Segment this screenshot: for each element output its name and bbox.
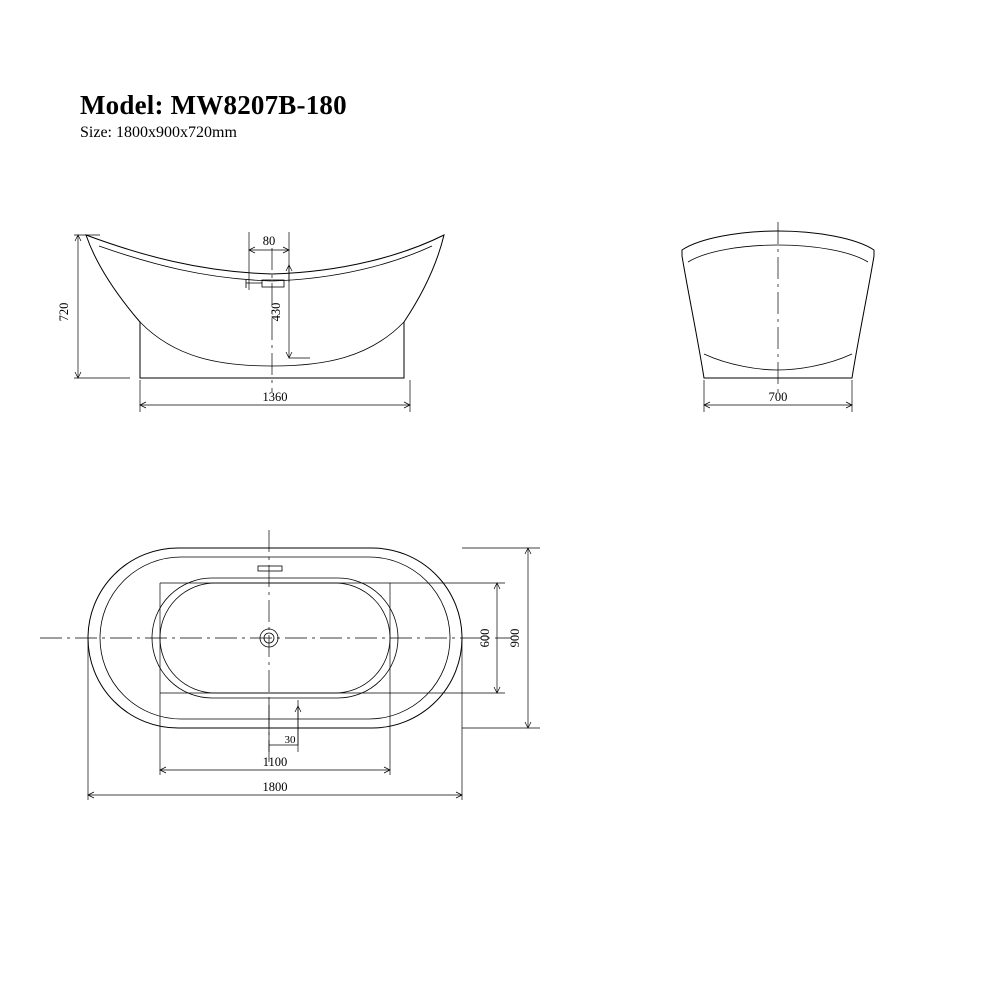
tub-rim-inner-line (99, 246, 432, 281)
dim-plan-600 (478, 583, 500, 693)
dim-430-text: 430 (269, 302, 283, 322)
dim-front-width (140, 380, 410, 412)
dim-plan-1100 (160, 755, 390, 773)
page-title: Model: MW8207B-180 (80, 90, 347, 120)
dim-1100-text: 1100 (262, 755, 288, 769)
front-elevation-view (57, 232, 444, 412)
dim-plan-900 (508, 548, 531, 728)
dim-1800-text: 1800 (262, 780, 288, 794)
top-plan-view (40, 530, 540, 800)
overflow-fitting (246, 280, 284, 288)
dim-front-height (57, 235, 130, 378)
dim-1360-text: 1360 (262, 390, 288, 404)
dim-720-text: 720 (57, 302, 71, 322)
dim-plan-30 (269, 700, 301, 752)
dim-700-text: 700 (768, 390, 788, 404)
tub-front-outline (86, 235, 444, 378)
plan-overflow-fitting (258, 566, 282, 571)
size-subtitle: Size: 1800x900x720mm (80, 124, 237, 141)
dim-30-text: 30 (284, 734, 296, 746)
dim-900-text: 900 (508, 628, 522, 648)
dim-600-text: 600 (478, 628, 492, 648)
side-elevation-view (682, 222, 874, 412)
dim-plan-1800 (88, 780, 462, 798)
dim-80-text: 80 (262, 234, 276, 248)
dim-side-width (704, 380, 852, 412)
